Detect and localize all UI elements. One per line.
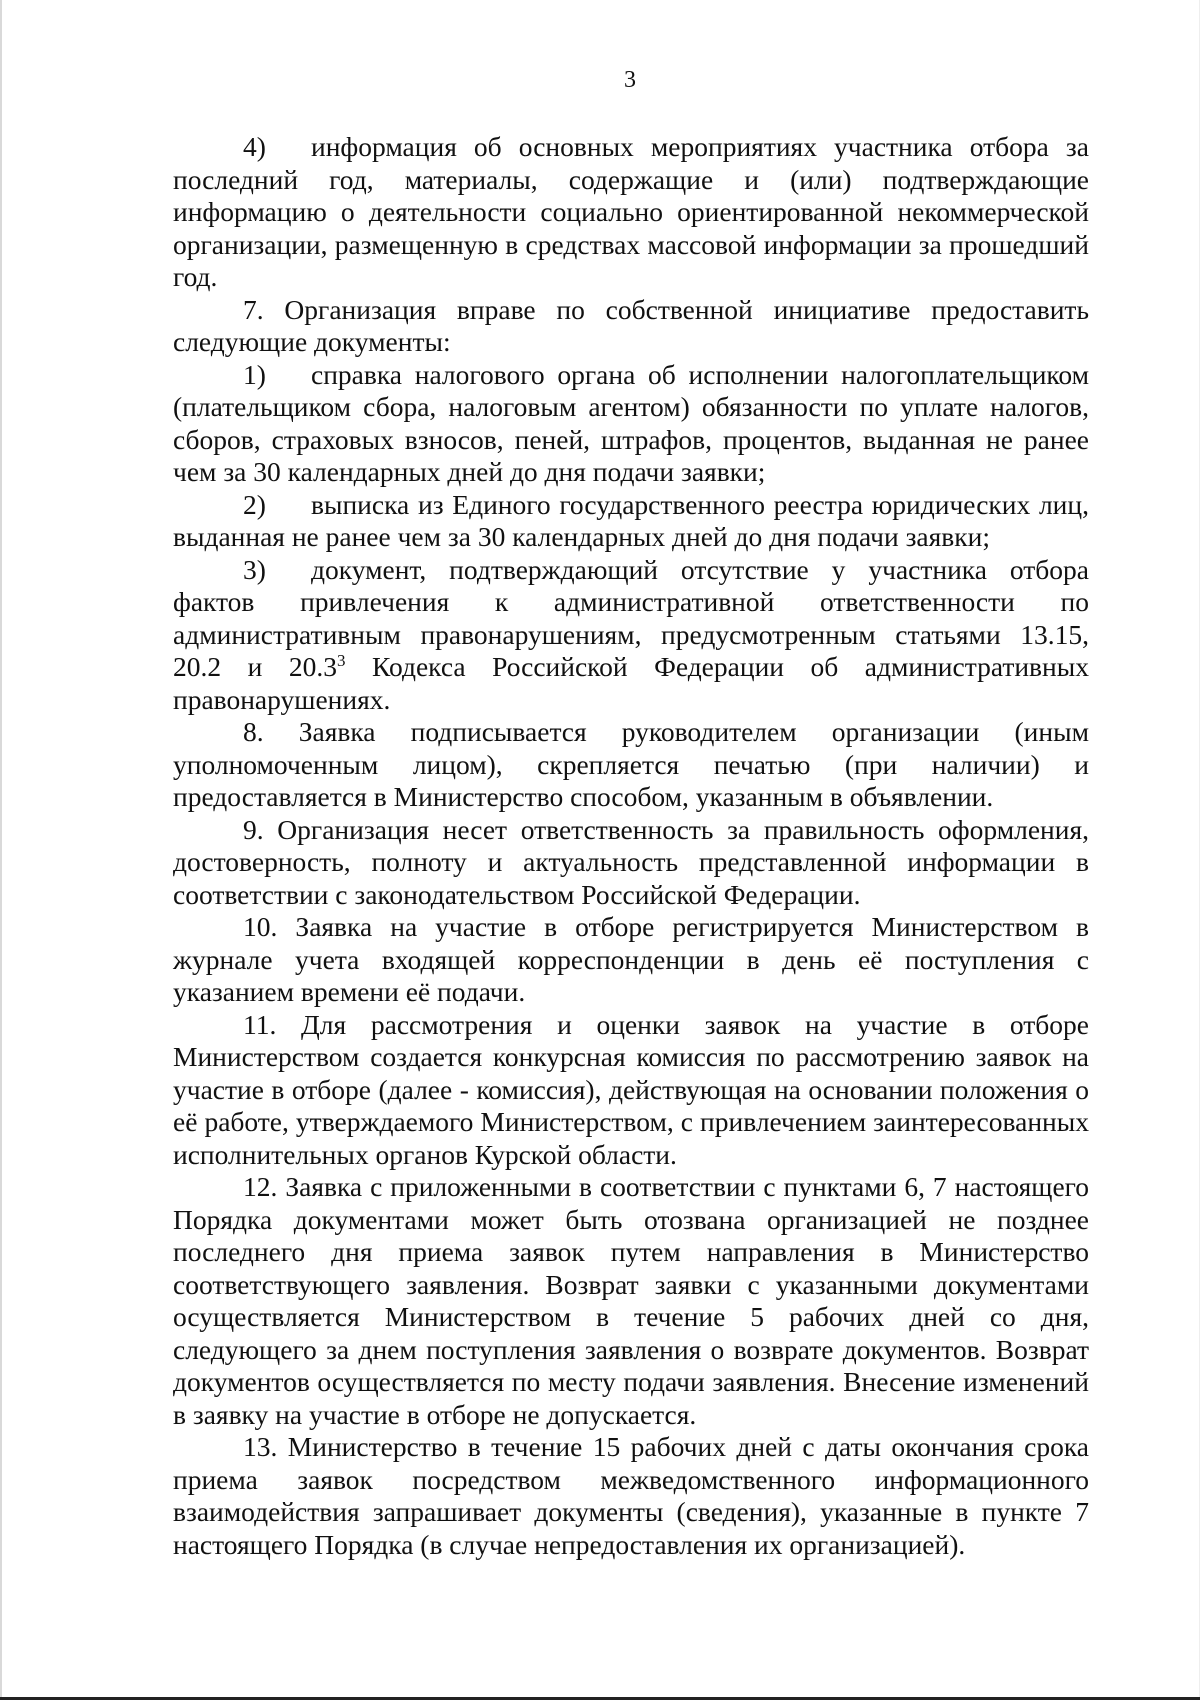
paragraph-text: справка налогового органа об исполнении налогоплательщиком (плательщиком сбора, налоговым агентом) обязанности по уплате налогов, сборов, страховых взносов, пеней, штрафов, процентов, выданная не ранее чем за 30 календарных дней до дня подачи заявки; <box>173 358 1089 487</box>
paragraph-item-3 <box>173 554 1089 717</box>
item-number: 1) <box>243 358 266 390</box>
page-number: 3 <box>624 67 636 93</box>
paragraph-9: 9. Организация несет ответственность за правильность оформления, достоверность, полноту и актуальность представленной информации в соответствии с законодательством Российской Федерации. <box>173 813 1089 910</box>
paragraph-text-continued: Кодекса Российской Федерации об административных правонарушениях. <box>173 651 1089 715</box>
superscript-3: 3 <box>337 650 346 670</box>
paragraph-12: 12. Заявка с приложенными в соответствии с пунктами 6, 7 настоящего Порядка документами может быть отозвана организацией не позднее последнего дня приема заявок путем направления в Министерство соответствующего заявления. Возврат заявки с указанными документами осуществляется Министерством в течение 5 рабочих дней со дня, следующего за днем поступления заявления о возврате документов. Возврат документов осуществляется по месту подачи заявления. Внесение изменений в заявку на участие в отборе не допускается. <box>173 1171 1089 1430</box>
paragraph-text: информация об основных мероприятиях участника отбора за последний год, материалы, содержащие и (или) подтверждающие информацию о деятельности социально ориентированной некоммерческой организации, размещенную в средствах массовой информации за прошедший год. <box>173 131 1089 292</box>
paragraph-item-2 <box>173 489 1089 554</box>
paragraph-13: 13. Министерство в течение 15 рабочих дней с даты окончания срока приема заявок посредством межведомственного информационного взаимодействия запрашивает документы (сведения), указанные в пункте 7 настоящего Порядка (в случае непредоставления их организацией). <box>173 1431 1089 1560</box>
paragraph-item-4 <box>173 131 1089 294</box>
paragraph-8: 8. Заявка подписывается руководителем организации (иным уполномоченным лицом), скрепляется печатью (при наличии) и предоставляется в Министерство способом, указанным в объявлении. <box>173 716 1089 812</box>
scan-left-edge <box>0 0 2 1700</box>
paragraph-7: 7. Организация вправе по собственной инициативе предоставить следующие документы: <box>173 293 1089 357</box>
item-number: 2) <box>243 488 266 520</box>
item-number: 4) <box>243 131 266 162</box>
item-number: 3) <box>243 553 266 585</box>
document-body <box>173 131 1089 1561</box>
paragraph-text: выписка из Единого государственного реестра юридических лиц, выданная не ранее чем за 30 календарных дней до дня подачи заявки; <box>173 488 1089 552</box>
paragraph-11: 11. Для рассмотрения и оценки заявок на участие в отборе Министерством создается конкурсная комиссия по рассмотрению заявок на участие в отборе (далее - комиссия), действующая на основании положения о её работе, утверждаемого Министерством, с привлечением заинтересованных исполнительных органов Курской области. <box>173 1008 1089 1170</box>
paragraph-10: 10. Заявка на участие в отборе регистрируется Министерством в журнале учета входящей корреспонденции в день её поступления с указанием времени её подачи. <box>173 911 1089 1007</box>
paragraph-text: документ, подтверждающий отсутствие у участника отбора фактов привлечения к административной ответственности по административным правонарушениям, предусмотренным статьями 13.15, 20.2 и 20.3 <box>173 553 1089 682</box>
paragraph-item-1 <box>173 359 1089 489</box>
